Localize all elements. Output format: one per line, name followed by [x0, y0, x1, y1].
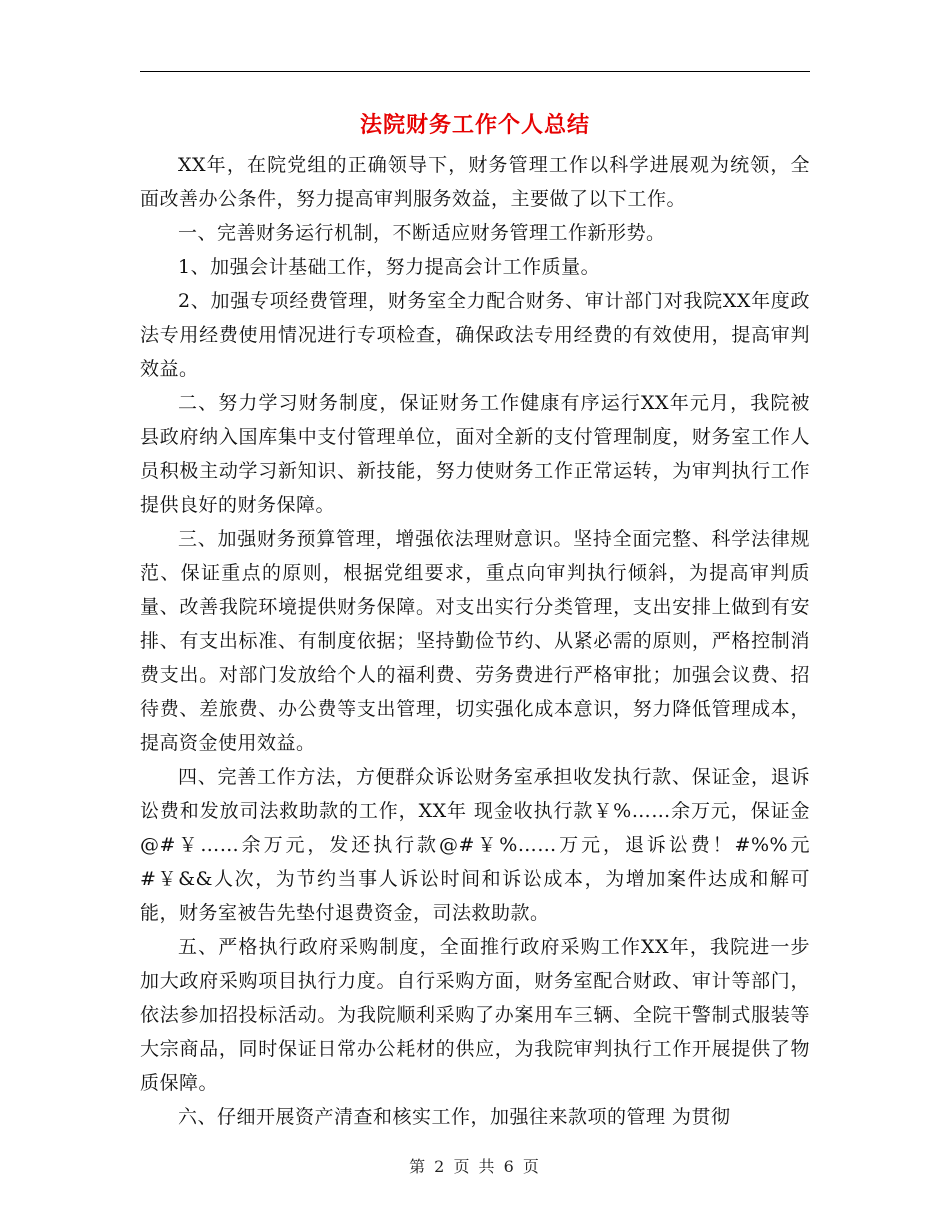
- document-body: [140, 148, 810, 1134]
- paragraph-section-5: 五、严格执行政府采购制度，全面推行政府采购工作XX年，我院进一步加大政府采购项目执行力度。自行采购方面，财务室配合财政、审计等部门，依法参加招投标活动。为我院顺利采购了办案用车三辆、全院干警制式服装等大宗商品，同时保证日常办公耗材的供应，为我院审判执行工作开展提供了物质保障。: [140, 936, 810, 1094]
- paragraph-section-4: 四、完善工作方法，方便群众诉讼财务室承担收发执行款、保证金，退诉讼费和发放司法救助款的工作，XX年 现金收执行款￥%……余万元，保证金@#￥……余万元，发还执行款@#￥%……万元，退诉讼费！#%%元#￥&&人次，为节约当事人诉讼时间和诉讼成本，为增加案件达成和解可能，财务室被告先垫付退费资金，司法救助款。: [140, 766, 810, 924]
- header-rule: [140, 71, 810, 72]
- paragraph-item-1: 1、加强会计基础工作，努力提高会计工作质量。: [178, 256, 601, 278]
- paragraph-intro: XX年，在院党组的正确领导下，财务管理工作以科学进展观为统领，全面改善办公条件，努力提高审判服务效益，主要做了以下工作。: [140, 154, 810, 210]
- paragraph-section-3: 三、加强财务预算管理，增强依法理财意识。坚持全面完整、科学法律规范、保证重点的原则，根据党组要求，重点向审判执行倾斜，为提高审判质量、改善我院环境提供财务保障。对支出实行分类管理，支出安排上做到有安排、有支出标准、有制度依据；坚持勤俭节约、从紧必需的原则，严格控制消费支出。对部门发放给个人的福利费、劳务费进行严格审批；加强会议费、招待费、差旅费、办公费等支出管理，切实强化成本意识，努力降低管理成本，提高资金使用效益。: [140, 528, 810, 754]
- paragraph-section-2: 二、努力学习财务制度，保证财务工作健康有序运行XX年元月，我院被县政府纳入国库集中支付管理单位，面对全新的支付管理制度，财务室工作人员积极主动学习新知识、新技能，努力使财务工作正常运转，为审判执行工作提供良好的财务保障。: [140, 392, 810, 516]
- paragraph-section-6: 六、仔细开展资产清查和核实工作，加强往来款项的管理 为贯彻: [178, 1106, 731, 1128]
- paragraph-section-1: 一、完善财务运行机制，不断适应财务管理工作新形势。: [178, 222, 666, 244]
- paragraph-item-2: 2、加强专项经费管理，财务室全力配合财务、审计部门对我院XX年度政法专用经费使用情况进行专项检查，确保政法专用经费的有效使用，提高审判效益。: [140, 290, 810, 380]
- document-title: 法院财务工作个人总结: [359, 112, 590, 138]
- page-number-footer: 第 2 页 共 6 页: [409, 1157, 541, 1176]
